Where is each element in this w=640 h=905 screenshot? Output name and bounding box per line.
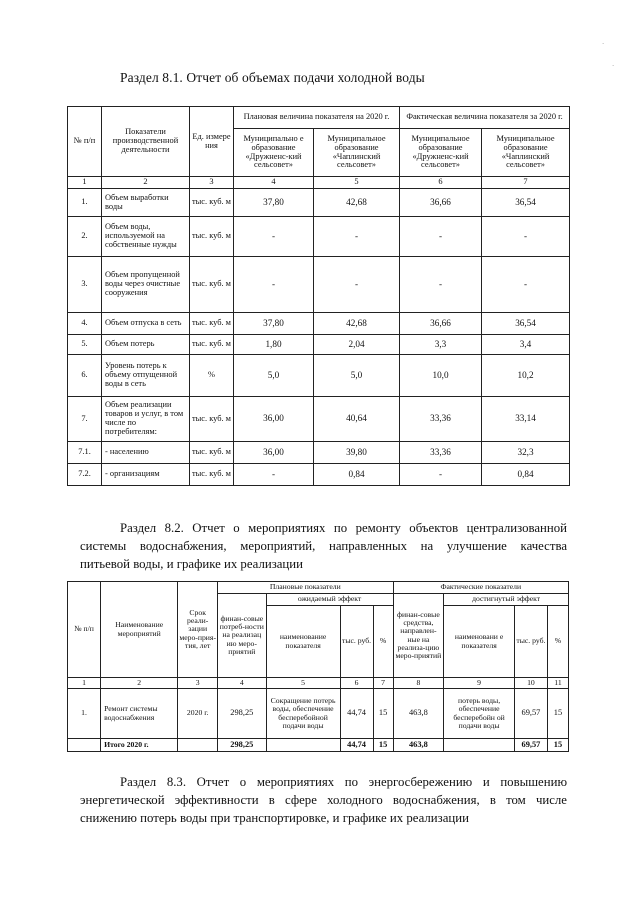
value-cell: 33,36 xyxy=(400,442,482,464)
value-cell: - xyxy=(482,257,570,313)
col-number: 4 xyxy=(218,678,267,689)
row-num: 4. xyxy=(68,313,102,335)
value-cell: - xyxy=(234,257,314,313)
table-row xyxy=(68,464,570,486)
value-cell: - xyxy=(234,217,314,257)
section-8-2-title xyxy=(80,519,567,573)
column-numbers-row xyxy=(68,177,570,189)
col-number: 7 xyxy=(482,177,570,189)
measure-name: Ремонт системы водоснабжения xyxy=(101,689,178,739)
total-row xyxy=(68,739,569,752)
row-indicator: Уровень потерь к объему отпущенной воды в сеть xyxy=(102,355,190,397)
header-plan-group: Плановая величина показателя на 2020 г. xyxy=(234,107,400,129)
col-number: 2 xyxy=(101,678,178,689)
value-cell: 36,66 xyxy=(400,313,482,335)
value-cell: 33,14 xyxy=(482,397,570,442)
repair-measures-table xyxy=(67,581,569,752)
row-unit: % xyxy=(190,355,234,397)
header-indicator-name-plan: наименование показателя xyxy=(266,606,340,678)
indicator-plan: Сокращение потерь воды, обеспечение бесперебойной подачи воды xyxy=(266,689,340,739)
table-row xyxy=(68,313,570,335)
value-cell: - xyxy=(482,217,570,257)
title-line: системы водоснабжения, мероприятий, направленных на улучшение качества xyxy=(80,539,567,553)
value-cell: 3,4 xyxy=(482,335,570,355)
col-number: 3 xyxy=(190,177,234,189)
value-cell: 5,0 xyxy=(314,355,400,397)
section-8-3-title xyxy=(80,773,567,827)
row-num: 3. xyxy=(68,257,102,313)
row-num: 5. xyxy=(68,335,102,355)
col-number: 11 xyxy=(547,678,568,689)
col-number: 3 xyxy=(178,678,218,689)
row-indicator: Объем пропущенной воды через очистные сооружения xyxy=(102,257,190,313)
col-number: 6 xyxy=(340,678,373,689)
section-8-1-title: Раздел 8.1. Отчет об объемах подачи холодной воды xyxy=(120,70,425,85)
row-num: 6. xyxy=(68,355,102,397)
value-cell: 0,84 xyxy=(482,464,570,486)
row-unit: тыс. куб. м xyxy=(190,189,234,217)
value-cell: - xyxy=(314,257,400,313)
title-line: Раздел 8.3. Отчет о мероприятиях по энергосбережению и повышению xyxy=(120,775,567,789)
table-row xyxy=(68,189,570,217)
col-number: 1 xyxy=(68,177,102,189)
row-unit: тыс. куб. м xyxy=(190,464,234,486)
table-row xyxy=(68,689,569,739)
header-expected-effect: ожидаемый эффект xyxy=(266,594,393,606)
value-cell: 1,80 xyxy=(234,335,314,355)
col-number: 9 xyxy=(444,678,515,689)
total-fin-fact: 463,8 xyxy=(393,739,444,752)
header-num: № п/п xyxy=(68,582,101,678)
value-cell: 42,68 xyxy=(314,313,400,335)
scan-mark: · xyxy=(612,62,615,70)
water-supply-volumes-table xyxy=(67,106,570,486)
value-cell: - xyxy=(400,464,482,486)
row-indicator: Объем потерь xyxy=(102,335,190,355)
header-rub-fact: тыс. руб. xyxy=(514,606,547,678)
col-number: 10 xyxy=(514,678,547,689)
value-cell: - xyxy=(234,464,314,486)
header-unit: Ед. измере ния xyxy=(190,107,234,177)
header-term: Срок реали-зации меро-прия-тия, лет xyxy=(178,582,218,678)
total-rub-plan: 44,74 xyxy=(340,739,373,752)
value-cell: 37,80 xyxy=(234,313,314,335)
header-measure-name: Наименование мероприятий xyxy=(101,582,178,678)
scan-mark: · xyxy=(602,40,605,48)
title-line: питьевой воды, и графике их реализации xyxy=(80,557,303,571)
value-cell: 10,0 xyxy=(400,355,482,397)
table-row xyxy=(68,355,570,397)
row-unit: тыс. куб. м xyxy=(190,442,234,464)
table-row xyxy=(68,217,570,257)
total-num-cell xyxy=(68,739,101,752)
header-fact-group: Фактические показатели xyxy=(393,582,568,594)
header-mo-chaplinsky-plan: Муниципальное образование «Чаплинский сельсовет» xyxy=(314,129,400,177)
row-num: 1. xyxy=(68,189,102,217)
indicator-fact: потерь воды, обеспечение бесперебойн ой подачи воды xyxy=(444,689,515,739)
row-indicator: - населению xyxy=(102,442,190,464)
value-cell: 0,84 xyxy=(314,464,400,486)
value-cell: - xyxy=(400,217,482,257)
value-cell: 36,54 xyxy=(482,189,570,217)
total-pct-plan: 15 xyxy=(373,739,393,752)
header-plan-group: Плановые показатели xyxy=(218,582,393,594)
col-number: 4 xyxy=(234,177,314,189)
column-numbers-row xyxy=(68,678,569,689)
value-cell: 42,68 xyxy=(314,189,400,217)
col-number: 8 xyxy=(393,678,444,689)
value-cell: - xyxy=(314,217,400,257)
header-fact-group: Фактическая величина показателя за 2020 г. xyxy=(400,107,570,129)
total-indicator-plan-cell xyxy=(266,739,340,752)
value-cell: 5,0 xyxy=(234,355,314,397)
rub-plan-value: 44,74 xyxy=(340,689,373,739)
value-cell: 36,54 xyxy=(482,313,570,335)
row-indicator: Объем отпуска в сеть xyxy=(102,313,190,335)
pct-plan-value: 15 xyxy=(373,689,393,739)
title-line: Раздел 8.2. Отчет о мероприятиях по ремонту объектов централизованной xyxy=(120,521,567,535)
row-num: 7.1. xyxy=(68,442,102,464)
value-cell: 3,3 xyxy=(400,335,482,355)
title-line: снижению потерь воды при транспортировке, и графике их реализации xyxy=(80,811,469,825)
header-mo-druzhnensky-fact: Муниципальное образование «Дружненс-кий сельсовет» xyxy=(400,129,482,177)
total-pct-fact: 15 xyxy=(547,739,568,752)
total-fin-plan: 298,25 xyxy=(218,739,267,752)
row-indicator: Объем реализации товаров и услуг, в том числе по потребителям: xyxy=(102,397,190,442)
header-mo-druzhnensky-plan: Муниципально е образование «Дружненс-кий сельсовет» xyxy=(234,129,314,177)
col-number: 5 xyxy=(266,678,340,689)
value-cell: 36,00 xyxy=(234,397,314,442)
col-number: 6 xyxy=(400,177,482,189)
col-number: 7 xyxy=(373,678,393,689)
row-indicator: - организациям xyxy=(102,464,190,486)
row-num: 2. xyxy=(68,217,102,257)
header-indicator: Показатели производственной деятельности xyxy=(102,107,190,177)
header-fin-plan: финан-совые потреб-ности на реализац ию меро-приятий xyxy=(218,594,267,678)
value-cell: 10,2 xyxy=(482,355,570,397)
row-unit: тыс. куб. м xyxy=(190,397,234,442)
row-unit: тыс. куб. м xyxy=(190,335,234,355)
value-cell: - xyxy=(400,257,482,313)
row-num: 7.2. xyxy=(68,464,102,486)
table-row xyxy=(68,442,570,464)
value-cell: 36,66 xyxy=(400,189,482,217)
row-unit: тыс. куб. м xyxy=(190,257,234,313)
fin-plan-value: 298,25 xyxy=(218,689,267,739)
row-num: 7. xyxy=(68,397,102,442)
title-line: энергетической эффективности в сфере холодного водоснабжения, в том числе xyxy=(80,793,567,807)
value-cell: 33,36 xyxy=(400,397,482,442)
value-cell: 2,04 xyxy=(314,335,400,355)
value-cell: 32,3 xyxy=(482,442,570,464)
col-number: 1 xyxy=(68,678,101,689)
measure-term: 2020 г. xyxy=(178,689,218,739)
row-indicator: Объем выработки воды xyxy=(102,189,190,217)
header-rub-plan: тыс. руб. xyxy=(340,606,373,678)
row-num: 1. xyxy=(68,689,101,739)
header-pct-fact: % xyxy=(547,606,568,678)
row-unit: тыс. куб. м xyxy=(190,313,234,335)
col-number: 2 xyxy=(102,177,190,189)
header-fin-fact: финан-совые средства, направлен-ные на реализа-цию меро-приятий xyxy=(393,594,444,678)
table-row xyxy=(68,257,570,313)
row-unit: тыс. куб. м xyxy=(190,217,234,257)
value-cell: 40,64 xyxy=(314,397,400,442)
total-term-cell xyxy=(178,739,218,752)
total-label: Итого 2020 г. xyxy=(101,739,178,752)
header-indicator-name-fact: наименовани е показателя xyxy=(444,606,515,678)
header-pct-plan: % xyxy=(373,606,393,678)
value-cell: 36,00 xyxy=(234,442,314,464)
row-indicator: Объем воды, используемой на собственные нужды xyxy=(102,217,190,257)
header-num: № п/п xyxy=(68,107,102,177)
table-row xyxy=(68,397,570,442)
rub-fact-value: 69,57 xyxy=(514,689,547,739)
header-mo-chaplinsky-fact: Муниципальное образование «Чаплинский сельсовет» xyxy=(482,129,570,177)
fin-fact-value: 463,8 xyxy=(393,689,444,739)
header-achieved-effect: достигнутый эффект xyxy=(444,594,569,606)
table-row xyxy=(68,335,570,355)
total-rub-fact: 69,57 xyxy=(514,739,547,752)
col-number: 5 xyxy=(314,177,400,189)
pct-fact-value: 15 xyxy=(547,689,568,739)
value-cell: 37,80 xyxy=(234,189,314,217)
total-indicator-fact-cell xyxy=(444,739,515,752)
value-cell: 39,80 xyxy=(314,442,400,464)
